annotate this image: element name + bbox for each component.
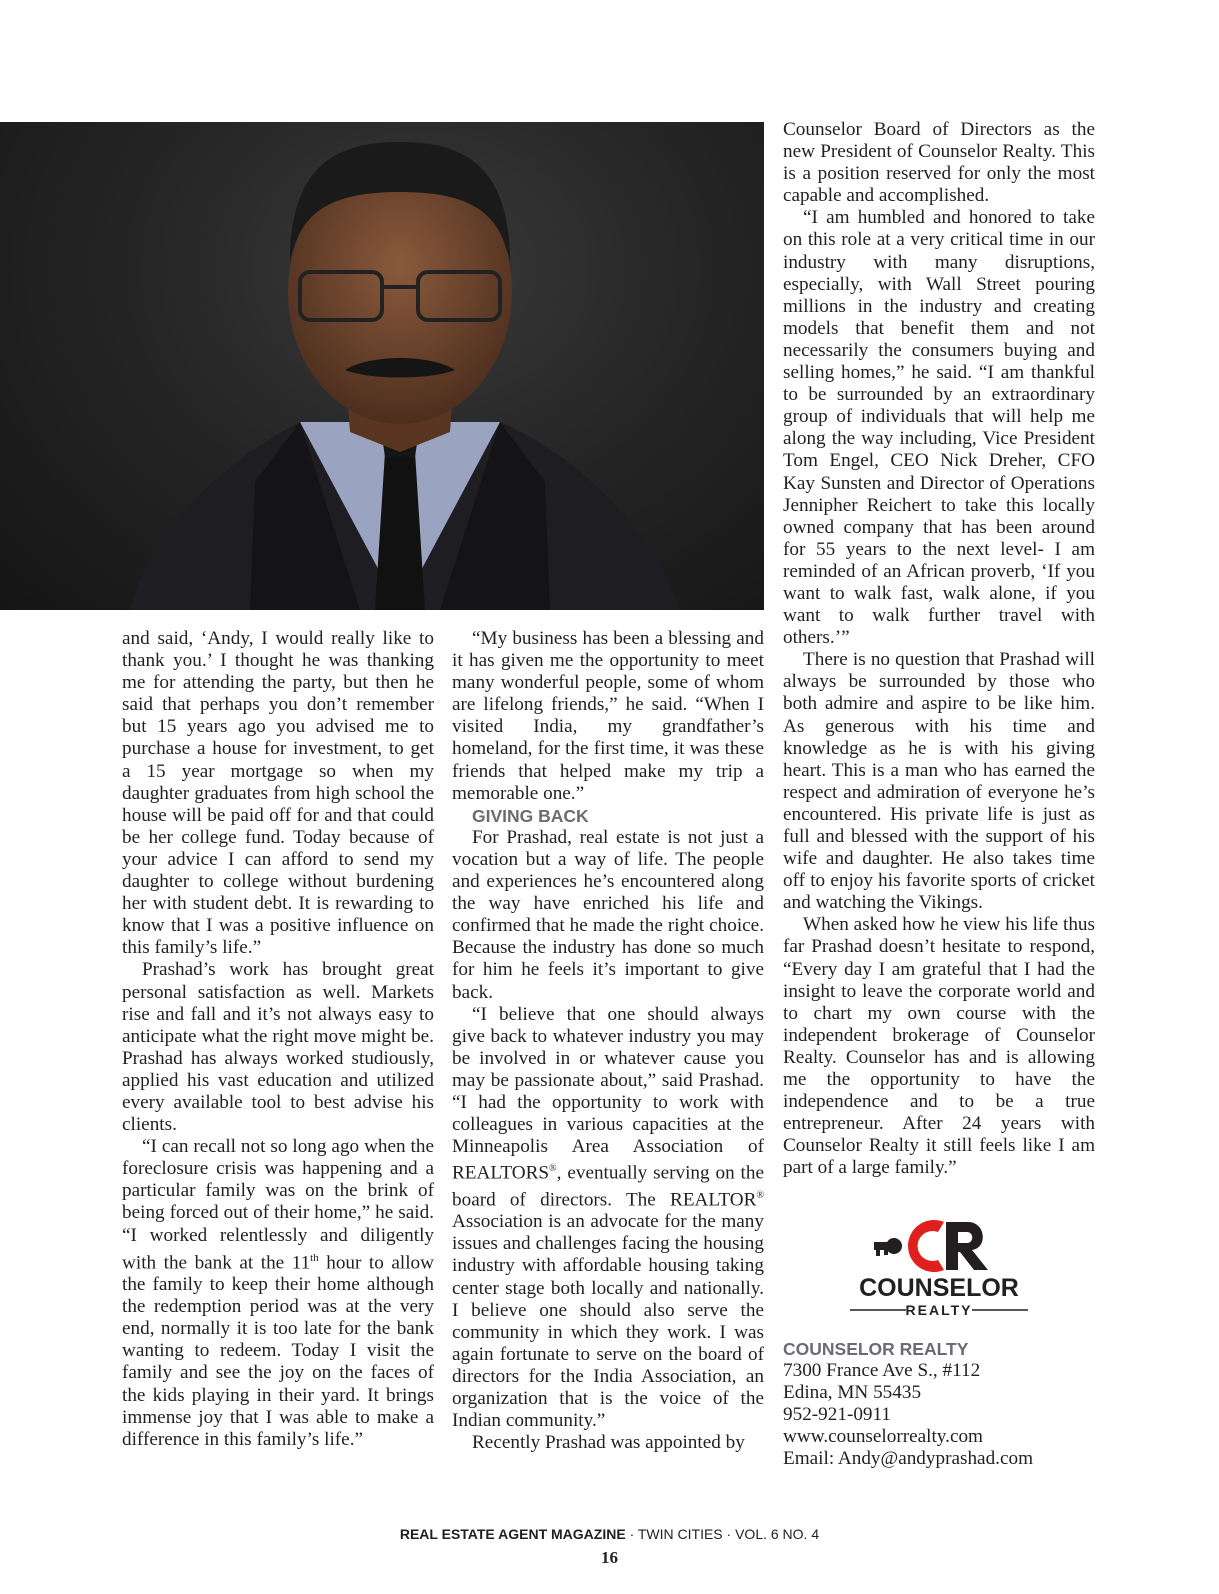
page-footer [0, 1526, 1219, 1542]
text-run: hour to allow the family to keep their home although the redemption period was at the very end, normally it is too late for the bank wanting to redeem. Today I visit the family and see the joy on the faces of the kids playing in their yard. It brings immense joy that I was able to make a difference in this family’s life.” [122, 1252, 434, 1450]
article-paragraph: For Prashad, real estate is not just a vocation but a way of life. The people and experiences he’s encountered along the way have enriched his life and confirmed that he made the right choice. Because the industry has done so much for him he feels it’s important to give back. [452, 826, 764, 1003]
city-state-zip: Edina, MN 55435 [783, 1382, 922, 1404]
text-run: Association is an advocate for the many issues and challenges facing the housing industry with affordable housing taking center stage both locally and nationally. I believe one should also serve the community in which they work. I was again fortunate to serve on the board of directors for the India Association, an organization that is the voice of the Indian community.” [452, 1211, 764, 1432]
page-number: 16 [601, 1548, 618, 1567]
logo-graphic [846, 1216, 1032, 1328]
counselor-realty-logo [846, 1216, 1032, 1328]
text-run: “I believe that one should always give back to whatever industry you may be involved in or whatever cause you may be passionate about,” said Prashad. “I had the opportunity to work with colleagues in various capacities at the Minneapolis Area Association of REALTORS [452, 1003, 764, 1184]
article-paragraph: “I am humbled and honored to take on this role at a very critical time in our industry with many disruptions, especially, with Wall Street pouring millions in the industry and creating models that benefit them and not necessarily the consumers buying and selling homes,” he said. “I am thankful to be surrounded by an extraordinary group of individuals that will help me along the way including, Vice President Tom Engel, CEO Nick Dreher, CFO Kay Sunsten and Director of Operations Jennipher Reichert to take this locally owned company that has been around for 55 years to the next level- I am reminded of an African proverb, ‘If you want to walk fast, walk alone, if you want to walk further travel with others.’” [783, 207, 1095, 649]
street-address: 7300 France Ave S., #112 [783, 1360, 981, 1381]
website-link[interactable]: www.counselorrealty.com [783, 1426, 983, 1448]
text-run: “I can recall not so long ago when the foreclosure crisis was happening and a particular family was on the brink of being forced out of their home,” he said. “I worked relentlessly and diligently with the bank at the 11 [122, 1136, 434, 1274]
article-column-2 [452, 628, 764, 1454]
article-paragraph: “My business has been a blessing and it has given me the opportunity to meet many wonderful people, some of whom are lifelong friends,” he said. “When I visited India, my grandfather’s homeland, for the first time, it was these friends that helped make my trip a memorable one.” [452, 628, 764, 804]
article-paragraph [122, 1136, 434, 1451]
portrait-illustration [0, 122, 764, 610]
portrait-photo [0, 122, 764, 610]
text-run: , eventually serving on the board of directors. The REALTOR [452, 1162, 764, 1211]
article-paragraph: Prashad’s work has brought great personal satisfaction as well. Markets rise and fall and it’s not always easy to anticipate what the right move might be. Prashad has always worked studiously, applied his vast education and utilized every available tool to best advise his clients. [122, 959, 434, 1136]
magazine-name: REAL ESTATE AGENT MAGAZINE [399, 1526, 626, 1542]
issue-info: · TWIN CITIES · VOL. 6 NO. 4 [625, 1526, 820, 1542]
article-column-3 [783, 119, 1095, 1180]
article-paragraph [452, 1004, 764, 1433]
article-paragraph: When asked how he view his life thus far Prashad doesn’t hesitate to respond, “Every day I am grateful that I had the insight to leave the corporate world and to chart my own course with the independent brokerage of Counselor Realty. Counselor has and is allowing me the opportunity to have the independence and to be a true entrepreneur. After 24 years with Counselor Realty it still feels like I am part of a large family.” [783, 914, 1095, 1179]
article-paragraph: and said, ‘Andy, I would really like to thank you.’ I thought he was thanking me for attending the party, but then he said that perhaps you don’t remember but 15 years ago you advised me to purchase a house for investment, to get a 15 year mortgage so when my daughter graduates from high school the house will be paid off for and that could be her college fund. Today because of your advice I can afford to send my daughter to college without burdening her with student debt. It is rewarding to know that I was a positive influence on this family’s life.” [122, 628, 434, 959]
email-link[interactable]: Email: Andy@andyprashad.com [783, 1448, 1033, 1470]
ordinal-suffix: th [310, 1251, 319, 1264]
article-column-1 [122, 628, 434, 1451]
contact-block [783, 1338, 1113, 1470]
article-paragraph: Recently Prashad was appointed by [472, 1432, 745, 1454]
section-heading: GIVING BACK [472, 805, 589, 826]
company-name: COUNSELOR REALTY [783, 1339, 969, 1359]
article-paragraph: There is no question that Prashad will always be surrounded by those who both admire and aspire to be like him. As generous with his time and knowledge as he is with his giving heart. This is a man who has earned the respect and admiration of everyone he’s encountered. His private life is just as full and blessed with the support of his wife and daughter. He also takes time off to enjoy his favorite sports of cricket and watching the Vikings. [783, 649, 1095, 914]
logo-name: COUNSELOR [859, 1274, 1019, 1302]
logo-subname: REALTY [905, 1302, 973, 1318]
phone-number: 952-921-0911 [783, 1404, 892, 1426]
registered-mark: ® [549, 1163, 557, 1175]
article-paragraph: Counselor Board of Directors as the new President of Counselor Realty. This is a position reserved for only the most capable and accomplished. [783, 119, 1095, 207]
registered-mark: ® [756, 1189, 764, 1201]
